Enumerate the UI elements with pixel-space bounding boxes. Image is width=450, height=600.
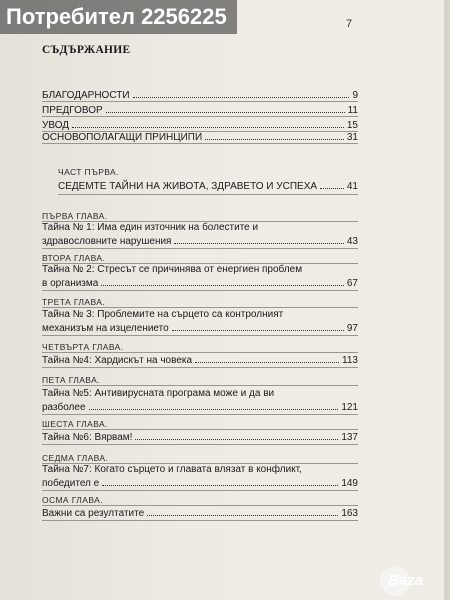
chapter-heading: ЧЕТВЪРТА ГЛАВА. — [42, 342, 124, 352]
entry-label: победител е — [42, 478, 100, 489]
chapter-heading: ПЪРВА ГЛАВА. — [42, 211, 108, 221]
toc-entry-chapter-6 — [42, 431, 358, 444]
toc-entry-chapter-3 — [42, 322, 358, 335]
part-label: ЧАСТ ПЪРВА. — [58, 167, 119, 177]
entry-page: 15 — [346, 120, 358, 131]
entry-label: Тайна №4: Хардискът на човека — [42, 355, 193, 366]
watermark-logo — [380, 566, 450, 596]
divider — [42, 444, 358, 445]
entry-page: 9 — [352, 90, 358, 101]
chapter-line: Тайна № 2: Стресът се причинява от енергиен проблем — [42, 264, 303, 275]
toc-title: СЪДЪРЖАНИЕ — [42, 44, 131, 56]
toc-entry-part-one — [58, 180, 358, 193]
entry-label: Тайна №6: Вярвам! — [42, 432, 133, 443]
chapter-line: Тайна № 3: Проблемите на сърцето са контролният — [42, 309, 284, 320]
chapter-heading: ПЕТА ГЛАВА. — [42, 375, 100, 385]
toc-entry-chapter-8 — [42, 507, 358, 520]
toc-entry-chapter-7 — [42, 477, 358, 490]
entry-label: здравословните нарушения — [42, 236, 172, 247]
chapter-line: Тайна №7: Когато сърцето и главата влязат в конфликт, — [42, 464, 302, 475]
entry-label: БЛАГОДАРНОСТИ — [42, 90, 130, 101]
chapter-line: Тайна №5: Антивирусната програма може и да ви — [42, 388, 275, 399]
divider — [42, 101, 358, 102]
entry-label: в организма — [42, 278, 99, 289]
entry-page: 121 — [341, 402, 358, 413]
entry-page: 43 — [346, 236, 358, 247]
divider — [42, 490, 358, 491]
entry-label: механизъм на изцелението — [42, 323, 169, 334]
chapter-heading: СЕДМА ГЛАВА. — [42, 453, 109, 463]
divider — [42, 307, 358, 308]
entry-page: 113 — [342, 355, 358, 366]
chapter-heading: ВТОРА ГЛАВА. — [42, 253, 106, 263]
entry-page: 163 — [341, 508, 358, 519]
entry-label: Важни са резултатите — [42, 508, 145, 519]
divider — [42, 367, 358, 368]
entry-page: 67 — [346, 278, 358, 289]
user-banner: Потребител 2256225 — [0, 0, 237, 34]
entry-label: разболее — [42, 402, 86, 413]
watermark-text: Baza — [388, 572, 424, 589]
divider — [42, 414, 358, 415]
divider — [42, 352, 358, 353]
divider — [42, 335, 358, 336]
divider — [42, 520, 358, 521]
divider — [42, 505, 358, 506]
toc-entry-chapter-5 — [42, 401, 358, 414]
divider — [42, 248, 358, 249]
entry-page: 11 — [347, 105, 358, 116]
chapter-line: Тайна № 1: Има един източник на болестите и — [42, 222, 259, 233]
part-title: СЕДЕМТЕ ТАЙНИ НА ЖИВОТА, ЗДРАВЕТО И УСПЕХА — [58, 181, 318, 192]
entry-page: 41 — [346, 181, 358, 192]
chapter-heading: ТРЕТА ГЛАВА. — [42, 297, 106, 307]
toc-entry-chapter-1 — [42, 235, 358, 248]
chapter-heading: ОСМА ГЛАВА. — [42, 495, 103, 505]
divider — [42, 385, 358, 386]
entry-page: 97 — [346, 323, 358, 334]
divider — [42, 143, 358, 144]
divider — [42, 116, 358, 117]
entry-page: 31 — [346, 132, 358, 143]
page-number: 7 — [346, 18, 353, 30]
entry-label: ОСНОВОПОЛАГАЩИ ПРИНЦИПИ — [42, 132, 203, 143]
entry-page: 149 — [341, 478, 358, 489]
page-edge — [444, 0, 450, 600]
divider — [58, 194, 358, 195]
divider — [42, 429, 358, 430]
toc-entry-chapter-4 — [42, 354, 358, 367]
entry-label: ПРЕДГОВОР — [42, 105, 103, 116]
toc-entry-chapter-2 — [42, 277, 358, 290]
entry-page: 137 — [341, 432, 358, 443]
divider — [42, 290, 358, 291]
chapter-heading: ШЕСТА ГЛАВА. — [42, 419, 108, 429]
entry-label: УВОД — [42, 120, 70, 131]
